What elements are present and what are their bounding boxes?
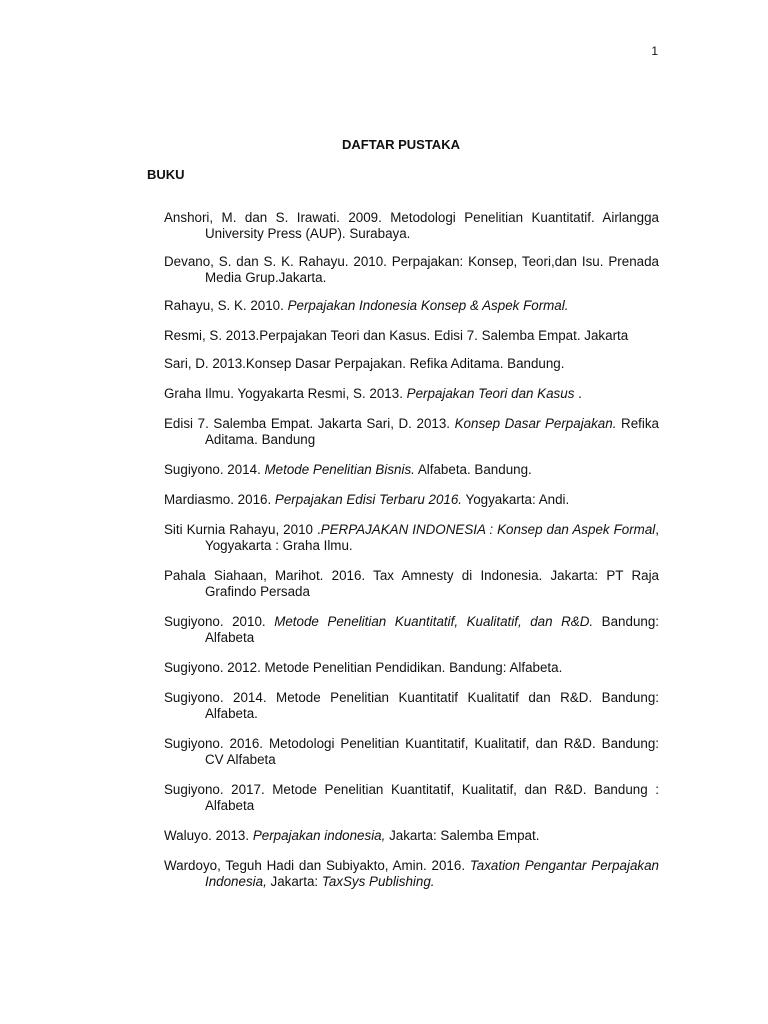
reference-entry xyxy=(164,660,659,676)
reference-text: Sugiyono. 2012. Metode Penelitian Pendidikan. Bandung: Alfabeta. xyxy=(164,660,563,675)
reference-title-italic: Perpajakan indonesia, xyxy=(252,828,386,843)
reference-text: , Yogyakarta : Graha Ilmu. xyxy=(205,522,659,553)
reference-text: Resmi, S. 2013.Perpajakan Teori dan Kasus. Edisi 7. Salemba Empat. Jakarta xyxy=(164,328,629,343)
reference-list xyxy=(164,196,659,890)
reference-title-italic: TaxSys Publishing. xyxy=(321,874,435,889)
reference-text: Pahala Siahaan, Marihot. 2016. Tax Amnesty di Indonesia. Jakarta: PT Raja Grafindo Persada xyxy=(164,568,659,599)
reference-text: Waluyo. 2013. xyxy=(164,828,253,843)
reference-entry xyxy=(164,416,659,448)
reference-title-italic: Perpajakan Teori dan Kasus xyxy=(406,386,575,401)
reference-text: Graha Ilmu. Yogyakarta Resmi, S. 2013. xyxy=(164,386,407,401)
reference-text: Sari, D. 2013.Konsep Dasar Perpajakan. Refika Aditama. Bandung. xyxy=(164,356,565,371)
reference-entry xyxy=(164,858,659,890)
reference-text: Siti Kurnia Rahayu, 2010 . xyxy=(164,522,321,537)
reference-title-italic: Perpajakan Edisi Terbaru 2016. xyxy=(274,492,463,507)
page-title: DAFTAR PUSTAKA xyxy=(342,137,460,152)
reference-entry xyxy=(164,522,659,554)
reference-title-italic: Metode Penelitian Kuantitatif, Kualitatif, dan R&D. xyxy=(274,614,594,629)
reference-entry xyxy=(164,736,659,768)
reference-text: Sugiyono. 2014. xyxy=(164,462,265,477)
reference-entry xyxy=(164,568,659,600)
reference-text: . xyxy=(574,386,582,401)
reference-text: Sugiyono. 2017. Metode Penelitian Kuantitatif, Kualitatif, dan R&D. Bandung : Alfabeta xyxy=(164,782,659,813)
section-heading-buku: BUKU xyxy=(147,167,185,182)
reference-entry xyxy=(164,462,659,478)
reference-entry xyxy=(164,356,659,372)
reference-entry xyxy=(164,690,659,722)
reference-entry xyxy=(164,492,659,508)
reference-entry xyxy=(164,828,659,844)
reference-entry xyxy=(164,210,659,242)
reference-text: Jakarta: xyxy=(266,874,322,889)
reference-entry xyxy=(164,782,659,814)
reference-entry xyxy=(164,614,659,646)
reference-text: Sugiyono. 2014. Metode Penelitian Kuantitatif Kualitatif dan R&D. Bandung: Alfabeta. xyxy=(164,690,659,721)
reference-title-italic: Metode Penelitian Bisnis. xyxy=(264,462,415,477)
reference-title-italic: Perpajakan Indonesia Konsep & Aspek Formal. xyxy=(287,298,569,313)
reference-text: Refika Aditama. Bandung xyxy=(205,416,659,447)
reference-entry xyxy=(164,254,659,286)
reference-title-italic: Taxation Pengantar Perpajakan Indonesia, xyxy=(205,858,660,889)
reference-entry xyxy=(164,328,659,344)
reference-text: Sugiyono. 2010. xyxy=(164,614,275,629)
page-number: 1 xyxy=(651,44,658,58)
reference-text: Rahayu, S. K. 2010. xyxy=(164,298,288,313)
reference-entry xyxy=(164,298,659,314)
reference-text: Anshori, M. dan S. Irawati. 2009. Metodologi Penelitian Kuantitatif. Airlangga University Press (AUP). Surabaya. xyxy=(164,210,659,241)
reference-text: Jakarta: Salemba Empat. xyxy=(385,828,540,843)
reference-title-italic: PERPAJAKAN INDONESIA : Konsep dan Aspek Formal xyxy=(320,522,656,537)
reference-title-italic: Konsep Dasar Perpajakan. xyxy=(454,416,617,431)
reference-entry xyxy=(164,386,659,402)
reference-text: Edisi 7. Salemba Empat. Jakarta Sari, D. 2013. xyxy=(164,416,455,431)
reference-text: Bandung: Alfabeta xyxy=(205,614,660,645)
reference-text: Alfabeta. Bandung. xyxy=(414,462,532,477)
reference-text: Mardiasmo. 2016. xyxy=(164,492,275,507)
reference-text: Sugiyono. 2016. Metodologi Penelitian Kuantitatif, Kualitatif, dan R&D. Bandung: CV Alfabeta xyxy=(164,736,659,767)
reference-text: Yogyakarta: Andi. xyxy=(462,492,570,507)
reference-text: Wardoyo, Teguh Hadi dan Subiyakto, Amin. 2016. xyxy=(164,858,470,873)
reference-text: Devano, S. dan S. K. Rahayu. 2010. Perpajakan: Konsep, Teori,dan Isu. Prenada Media Grup.Jakarta. xyxy=(164,254,659,285)
